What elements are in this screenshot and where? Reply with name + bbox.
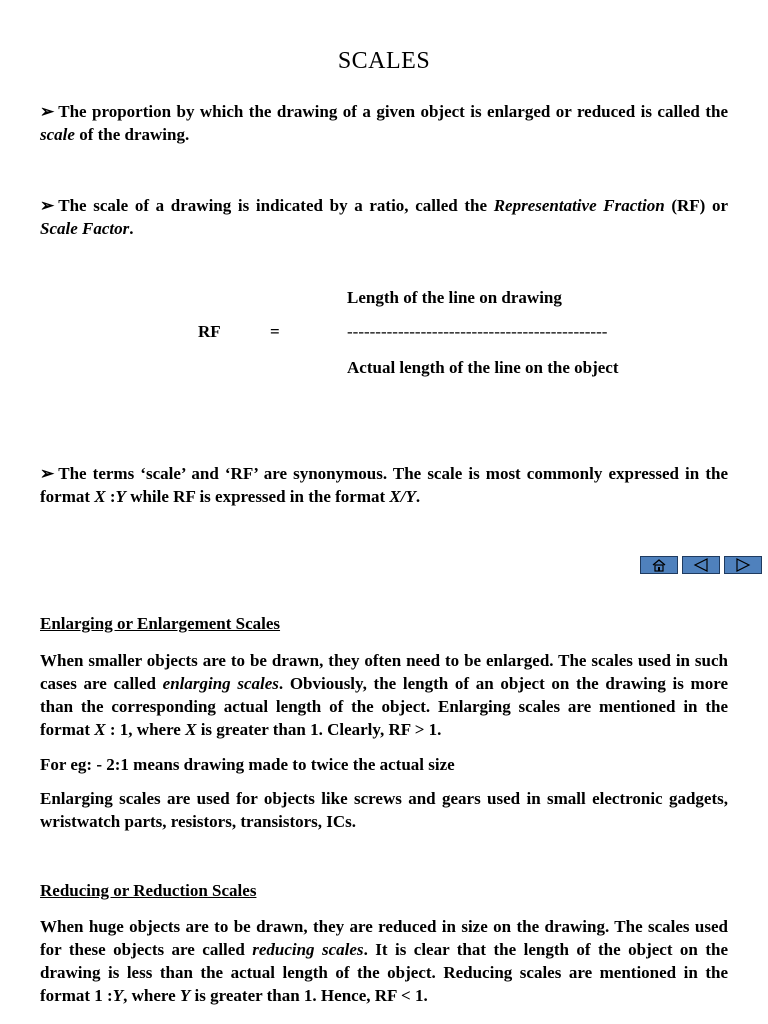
text: The terms ‘scale’ and ‘RF’ are synonymous. The scale is most commonly expressed in the format xyxy=(40,464,728,506)
paragraph-enlarging-uses: Enlarging scales are used for objects like screws and gears used in small electronic gadgets, wristwatch parts, resistors, transistors, ICs. xyxy=(40,789,728,831)
emphasis: Y xyxy=(112,986,124,1005)
bullet-arrow-icon: ➢ xyxy=(40,464,55,483)
emphasis: scale xyxy=(40,125,75,144)
emphasis: Y xyxy=(179,986,191,1005)
text: while RF is expressed in the format xyxy=(125,487,390,506)
home-button[interactable] xyxy=(640,556,678,574)
rf-label: RF xyxy=(198,322,221,341)
emphasis: enlarging scales xyxy=(162,674,279,693)
page-title: SCALES xyxy=(337,48,431,74)
emphasis: reducing scales xyxy=(252,940,364,959)
text: is greater than 1. Hence, RF < 1. xyxy=(190,986,428,1005)
text: The scale of a drawing is indicated by a ratio, called the xyxy=(58,196,494,215)
paragraph-synonymous xyxy=(40,462,728,508)
next-button[interactable] xyxy=(724,556,762,574)
home-icon xyxy=(651,558,667,572)
triangle-left-icon xyxy=(692,558,710,572)
text: : xyxy=(105,487,116,506)
text: (RF) or xyxy=(664,196,729,215)
text: . xyxy=(415,487,421,506)
triangle-right-icon xyxy=(734,558,752,572)
text: is greater than 1. Clearly, RF > 1. xyxy=(196,720,442,739)
emphasis: Y xyxy=(115,487,126,506)
heading-reducing-scales: Reducing or Reduction Scales xyxy=(40,881,257,900)
paragraph-enlarging xyxy=(40,649,728,741)
text: . It is clear that the length of the object on the drawing is less than the actual length of the object. Reducing scales are mentioned in the format 1 : xyxy=(40,940,728,1005)
paragraph-scale-definition xyxy=(40,100,728,146)
bullet-arrow-icon: ➢ xyxy=(40,196,55,215)
heading-enlarging-scales: Enlarging or Enlargement Scales xyxy=(40,614,281,633)
paragraph-rf-definition xyxy=(40,194,728,240)
paragraph-reducing xyxy=(40,915,728,1007)
emphasis: X xyxy=(94,487,106,506)
emphasis: Representative Fraction xyxy=(493,196,665,215)
text: of the drawing. xyxy=(74,125,190,144)
text: The proportion by which the drawing of a given object is enlarged or reduced is called the xyxy=(58,102,728,121)
bullet-arrow-icon: ➢ xyxy=(40,102,55,121)
text: : 1, where xyxy=(105,720,186,739)
paragraph-enlarging-example: For eg: - 2:1 means drawing made to twice the actual size xyxy=(40,755,455,774)
text: . Obviously, the length of an object on the drawing is more than the corresponding actual length of the object. Enlarging scales are mentioned in the format xyxy=(40,674,729,739)
rf-divider: ---------------------------------------------- xyxy=(347,322,608,341)
emphasis: Scale Factor xyxy=(40,219,130,238)
text: . xyxy=(129,219,134,238)
emphasis: / xyxy=(400,487,406,506)
emphasis: X xyxy=(389,487,401,506)
text: When smaller objects are to be drawn, they often need to be enlarged. The scales used in such cases are called xyxy=(40,651,728,693)
previous-button[interactable] xyxy=(682,556,720,574)
emphasis: X xyxy=(185,720,197,739)
navigation-bar xyxy=(640,556,768,576)
emphasis: X xyxy=(94,720,106,739)
rf-numerator: Length of the line on drawing xyxy=(347,288,562,307)
rf-denominator: Actual length of the line on the object xyxy=(347,358,619,377)
text: , where xyxy=(123,986,180,1005)
emphasis: Y xyxy=(405,487,416,506)
rf-equals: = xyxy=(270,322,280,341)
text: When huge objects are to be drawn, they are reduced in size on the drawing. The scales used for these objects are called xyxy=(40,917,728,959)
